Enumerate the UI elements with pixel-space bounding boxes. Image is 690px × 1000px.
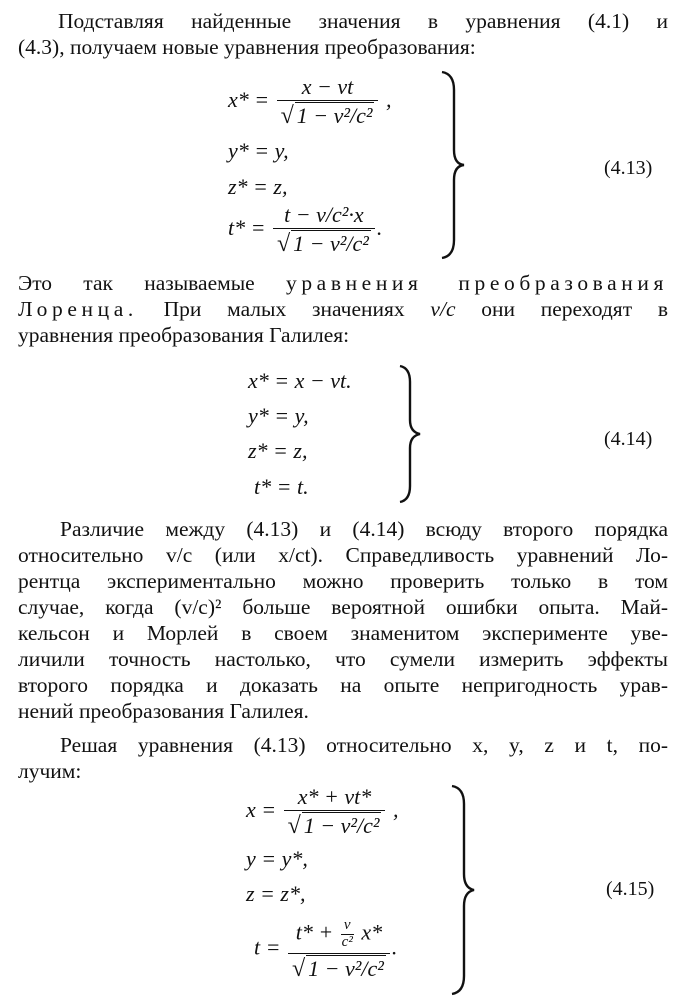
right-brace <box>396 364 424 504</box>
small-fraction: $\frac{v}{\text{c²}}$ <box>341 917 353 950</box>
paragraph-3 <box>18 516 668 724</box>
equation-t-star: t* = $\frac{\text{t − v/c²·x}}{\text{√ 1 − v²/c²}}$ . <box>228 202 383 257</box>
fraction: $\frac{\text{t − v/c²·x}}{\text{√ 1 − v²/c²}}$ <box>273 204 375 256</box>
equation-t: t = t* + $\frac{v}{\text{c²}}$ x* √ 1 − v²/c² . <box>254 917 398 982</box>
text-line: кельсон и Морлей в своем знаменитом эксперименте уве- <box>18 621 668 645</box>
equation-x-star: x* = $\frac{x - vt}{\text{√ 1 − v²/c²}}$ , <box>228 74 392 129</box>
equation-y: y = y*, <box>246 846 308 871</box>
text-line: лучим: <box>18 759 82 783</box>
equation-y-star: y* = y, <box>248 403 309 428</box>
paragraph-4 <box>18 732 668 784</box>
fraction: t* + $\frac{v}{\text{c²}}$ x* √ 1 − v²/c² <box>288 918 390 981</box>
paragraph-1 <box>18 8 668 60</box>
equation-x: x = $\frac{x* + vt*}{\text{√ 1 − v²/c²}}$ , <box>246 784 399 839</box>
equation-z-star: z* = z, <box>228 174 288 199</box>
text-line: случае, когда (v/c)² больше вероятной ошибки опыта. Май- <box>18 595 668 619</box>
equation-number: (4.13) <box>604 157 653 179</box>
equation-t-star: t* = t. <box>254 474 309 499</box>
text-line: Это так называемые уравнения преобразования <box>18 271 668 295</box>
equation-z-star: z* = z, <box>248 438 308 463</box>
equation-number: (4.15) <box>606 878 655 900</box>
right-brace <box>448 784 478 996</box>
text-line: (4.3), получаем новые уравнения преобразования: <box>18 35 476 59</box>
text-line: личили точность настолько, что сумели измерить эффекты <box>18 647 668 671</box>
fraction: $\frac{x - vt}{\text{√ 1 − v²/c²}}$ <box>277 76 379 128</box>
equation-z: z = z*, <box>246 881 306 906</box>
equation-number: (4.14) <box>604 428 653 450</box>
text-line: Решая уравнения (4.13) относительно x, y, z и t, по- <box>60 733 668 757</box>
text-line: Лоренца. При малых значениях v/c они переходят в <box>18 297 668 321</box>
text-line: Подставляя найденные значения в уравнения (4.1) и <box>58 9 668 33</box>
equation-y-star: y* = y, <box>228 138 289 163</box>
text-line: Различие между (4.13) и (4.14) всюду второго порядка <box>60 517 668 541</box>
text-line: второго порядка и доказать на опыте непригодность урав- <box>18 673 668 697</box>
text-line: уравнения преобразования Галилея: <box>18 323 350 347</box>
paragraph-2 <box>18 270 668 348</box>
equation-x-star: x* = x − vt. <box>248 368 352 393</box>
text-line: нений преобразования Галилея. <box>18 699 309 723</box>
fraction: $\frac{x* + vt*}{\text{√ 1 − v²/c²}}$ <box>284 786 386 838</box>
text-line: относительно v/c (или x/ct). Справедливость уравнений Ло- <box>18 543 668 567</box>
text-line: рентца экспериментально можно проверить только в том <box>18 569 668 593</box>
right-brace <box>438 70 468 260</box>
